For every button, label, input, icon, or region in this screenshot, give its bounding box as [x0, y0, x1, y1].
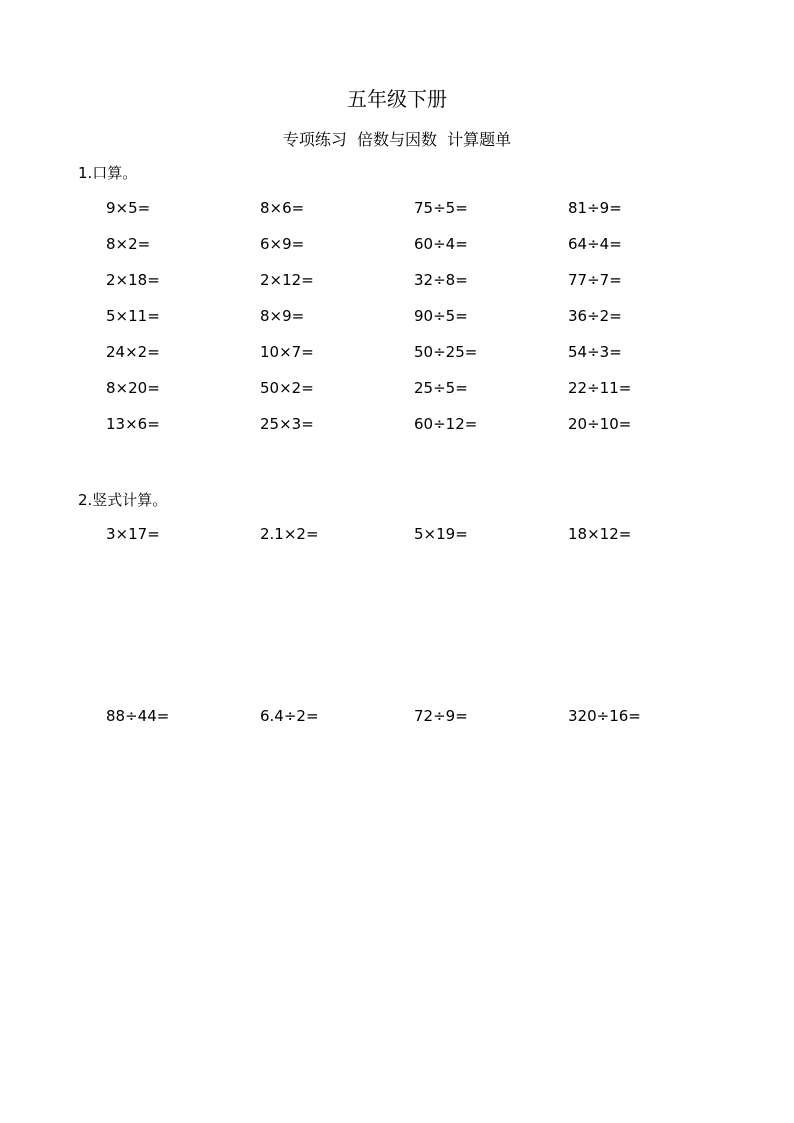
exercise-item: 3×17=: [106, 525, 160, 543]
exercise-item: 36÷2=: [568, 307, 622, 325]
exercise-item: 18×12=: [568, 525, 632, 543]
exercise-item: 5×11=: [106, 307, 160, 325]
exercise-item: 90÷5=: [414, 307, 468, 325]
page-subtitle: 专项练习 倍数与因数 计算题单: [282, 130, 512, 149]
exercise-item: 8×6=: [260, 199, 305, 217]
exercise-item: 8×9=: [260, 307, 305, 325]
section-heading-oral-calculation: 1.口算。: [78, 164, 138, 182]
exercise-item: 320÷16=: [568, 707, 641, 725]
exercise-item: 2×18=: [106, 271, 160, 289]
exercise-item: 2×12=: [260, 271, 314, 289]
exercise-item: 32÷8=: [414, 271, 468, 289]
exercise-item: 20÷10=: [568, 415, 632, 433]
exercise-item: 64÷4=: [568, 235, 622, 253]
exercise-item: 50÷25=: [414, 343, 478, 361]
exercise-item: 8×20=: [106, 379, 160, 397]
exercise-item: 60÷4=: [414, 235, 468, 253]
exercise-item: 25×3=: [260, 415, 314, 433]
exercise-item: 9×5=: [106, 199, 151, 217]
section-heading-vertical-calculation: 2.竖式计算。: [78, 491, 168, 509]
exercise-item: 88÷44=: [106, 707, 170, 725]
exercise-item: 60÷12=: [414, 415, 478, 433]
exercise-item: 75÷5=: [414, 199, 468, 217]
exercise-item: 6×9=: [260, 235, 305, 253]
exercise-item: 10×7=: [260, 343, 314, 361]
exercise-item: 54÷3=: [568, 343, 622, 361]
exercise-item: 72÷9=: [414, 707, 468, 725]
exercise-item: 5×19=: [414, 525, 468, 543]
exercise-item: 13×6=: [106, 415, 160, 433]
exercise-item: 8×2=: [106, 235, 151, 253]
exercise-item: 6.4÷2=: [260, 707, 319, 725]
exercise-item: 81÷9=: [568, 199, 622, 217]
exercise-item: 24×2=: [106, 343, 160, 361]
exercise-item: 77÷7=: [568, 271, 622, 289]
oral-calculation-grid: [106, 198, 722, 450]
exercise-item: 25÷5=: [414, 379, 468, 397]
exercise-item: 22÷11=: [568, 379, 632, 397]
page-title: 五年级下册: [347, 87, 447, 111]
exercise-item: 2.1×2=: [260, 525, 319, 543]
vertical-calculation-grid: [106, 524, 722, 888]
exercise-item: 50×2=: [260, 379, 314, 397]
